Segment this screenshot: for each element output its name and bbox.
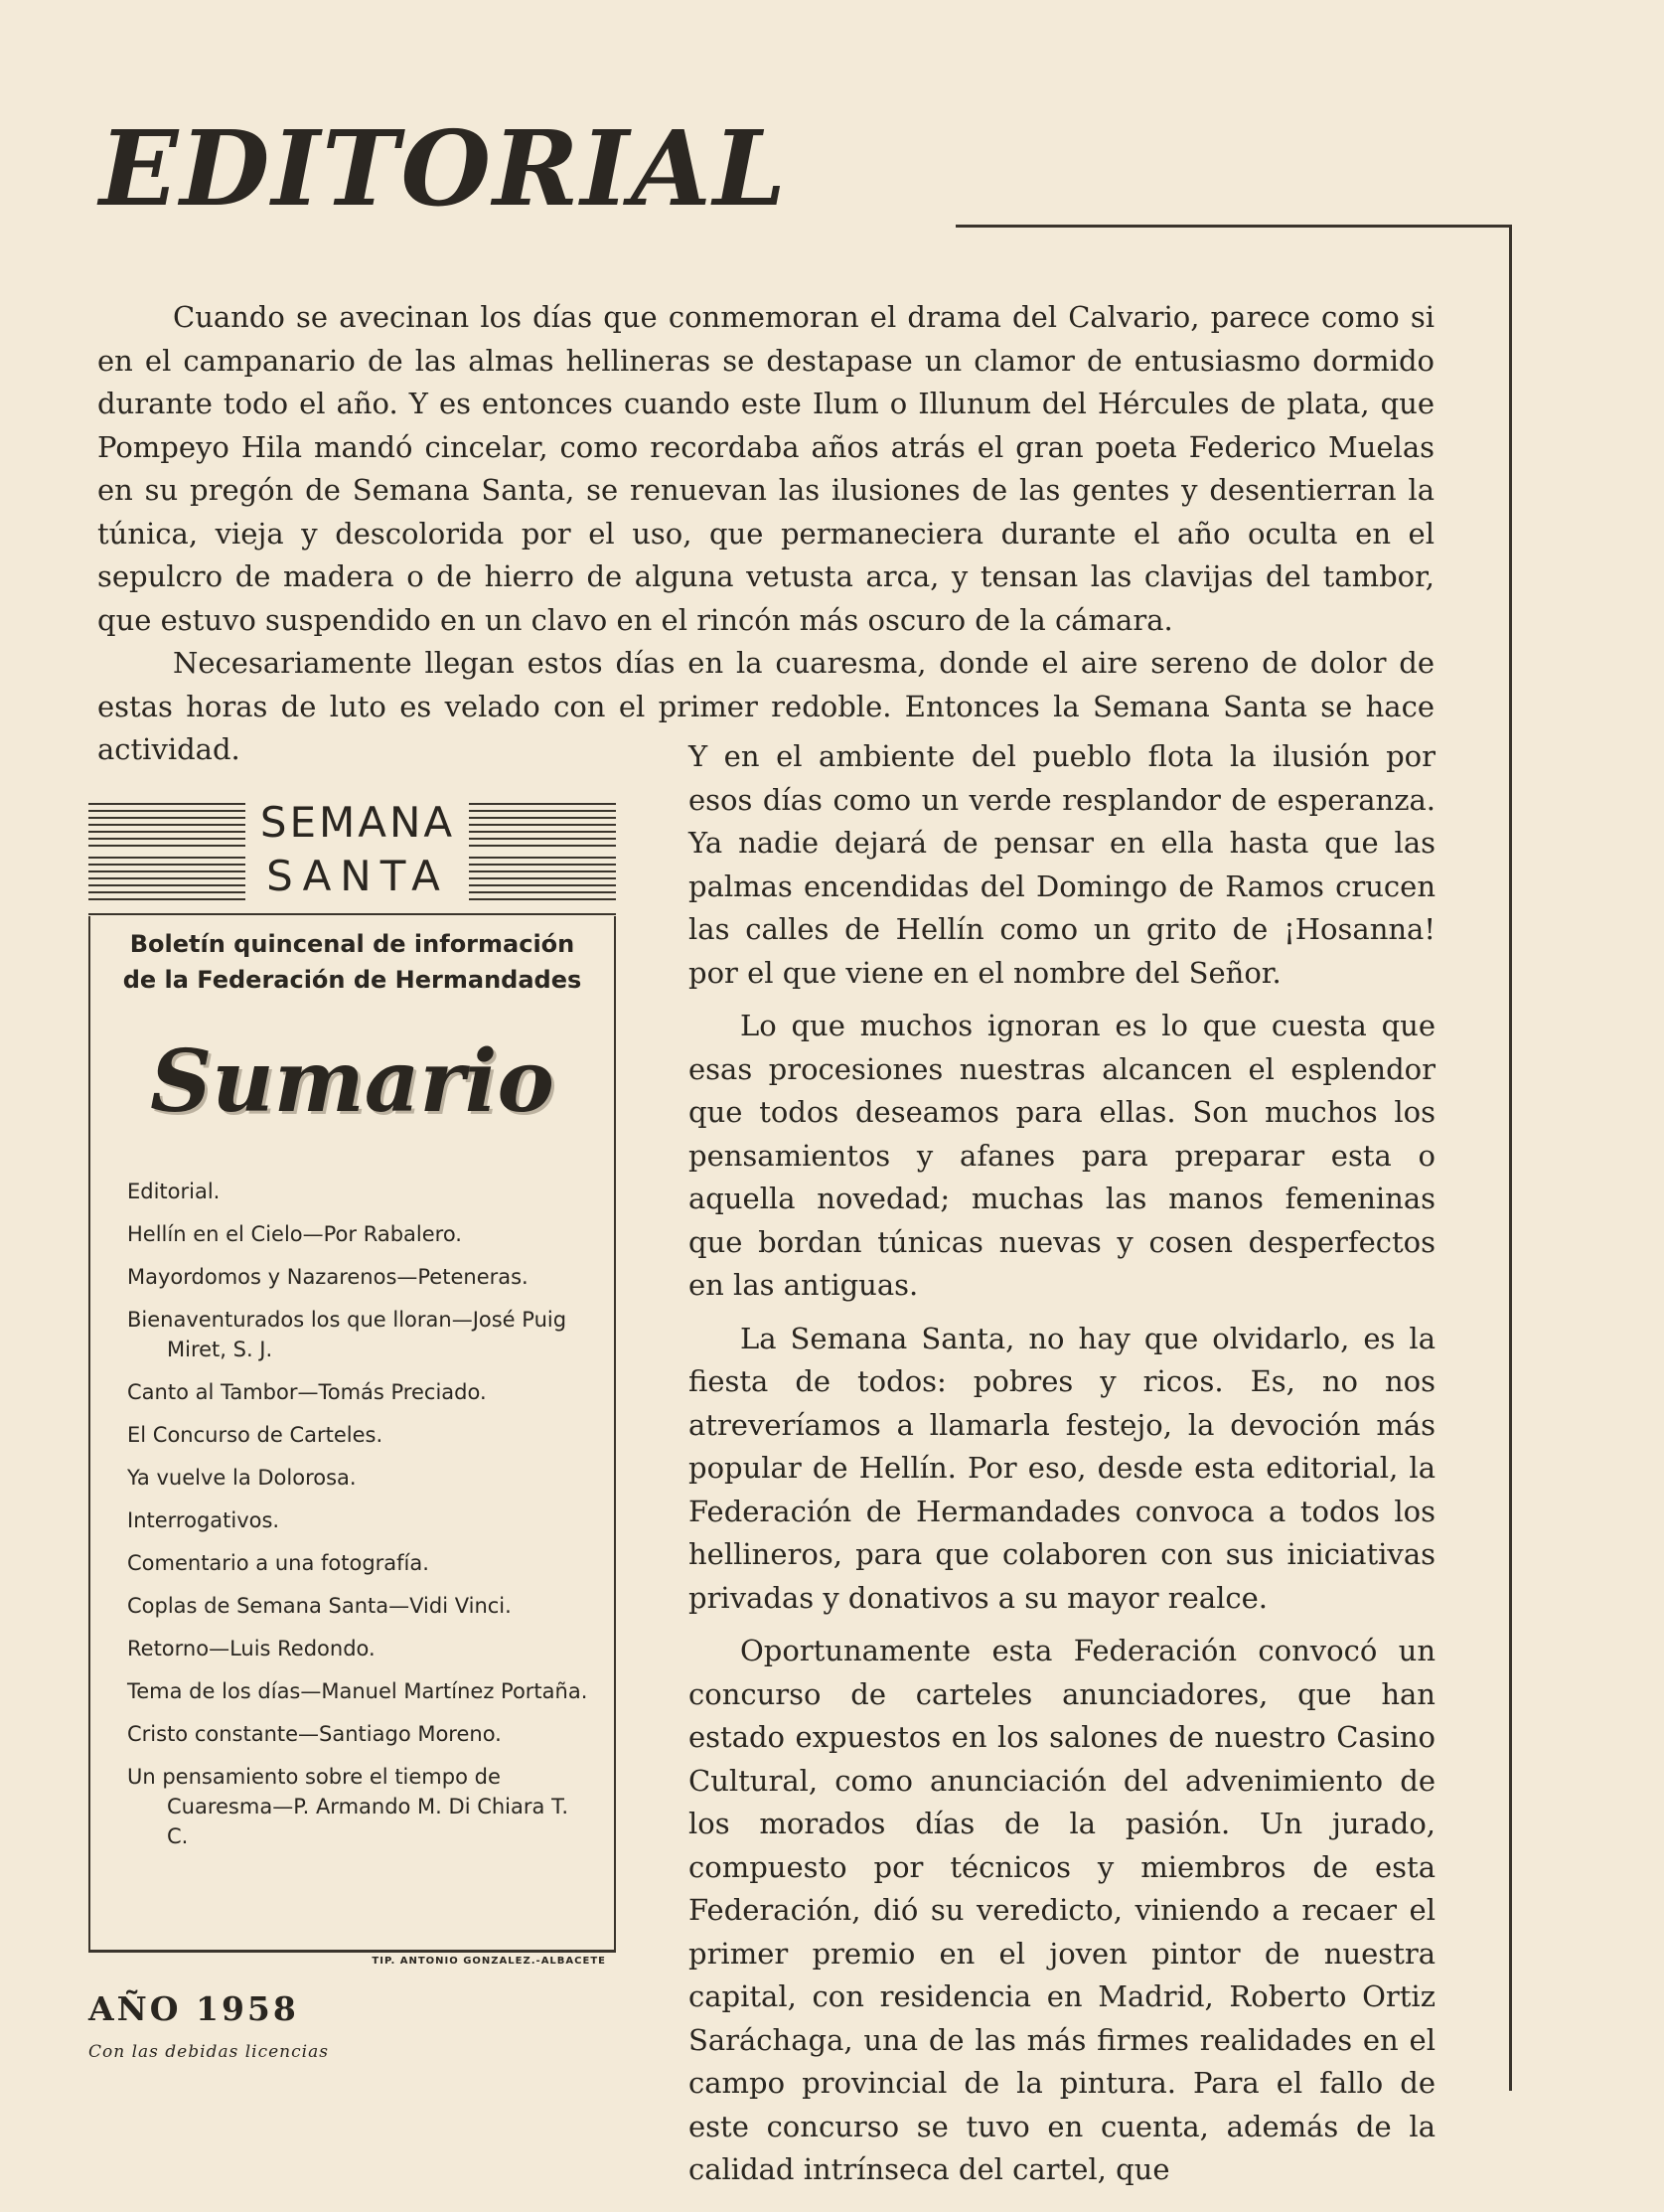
boletin-subtitle bbox=[90, 926, 614, 998]
licence-note: Con las debidas licencias bbox=[88, 2042, 329, 2062]
toc-item: El Concurso de Carteles. bbox=[127, 1423, 383, 1447]
year-label: AÑO 1958 bbox=[88, 1989, 299, 2028]
toc-item: Ya vuelve la Dolorosa. bbox=[127, 1466, 357, 1490]
toc-item: Comentario a una fotografía. bbox=[127, 1551, 429, 1575]
printer-imprint: TIP. ANTONIO GONZALEZ.-ALBACETE bbox=[372, 1956, 606, 1967]
boletin-line: de la Federación de Hermandades bbox=[122, 966, 582, 994]
toc-item: Interrogativos. bbox=[127, 1508, 280, 1532]
boletin-line: Boletín quincenal de información bbox=[129, 930, 575, 958]
toc-item: Tema de los días—Manuel Martínez Portaña. bbox=[127, 1679, 588, 1703]
header-stripes-left-top bbox=[88, 803, 245, 849]
toc-item: Canto al Tambor—Tomás Preciado. bbox=[127, 1380, 487, 1404]
right-margin-rule bbox=[1509, 225, 1512, 2091]
page-title: EDITORIAL bbox=[99, 107, 788, 230]
sidebar-heading-line2: SANTA bbox=[266, 852, 449, 900]
right-column-text bbox=[688, 735, 1436, 2202]
toc-item: Bienaventurados los que lloran—José Puig Miret, S. J. bbox=[127, 1308, 567, 1361]
intro-paragraph: Necesariamente llegan estos días en la cuaresma, donde el aire sereno de dolor de estas horas de luto es velado con el primer redoble. Entonces la Semana Santa se hace actividad. bbox=[97, 646, 1435, 766]
header-stripes-right-bottom bbox=[469, 857, 616, 902]
header-stripes-left-bottom bbox=[88, 857, 245, 902]
toc-item: Cristo constante—Santiago Moreno. bbox=[127, 1722, 502, 1746]
column-paragraph: Oportunamente esta Federación convocó un concurso de carteles anunciadores, que han estado expuestos en los salones de nuestro Casino Cultural, como anunciación del advenimiento de los morados días de la pasión. Un jurado, compuesto por técnicos y miembros de esta Federación, dió su veredicto, viniendo a recaer el primer premio en el joven pintor de nuestra capital, con residencia en Madrid, Roberto Ortiz Saráchaga, una de las más firmes realidades en el campo provincial de la pintura. Para el fallo de este concurso se tuvo en cuenta, además de la calidad intrínseca del cartel, que bbox=[688, 1634, 1436, 2186]
sidebar-heading-line1: SEMANA bbox=[259, 798, 456, 847]
title-rule bbox=[956, 225, 1512, 228]
intro-paragraph: Cuando se avecinan los días que conmemoran el drama del Calvario, parece como si en el campanario de las almas hellineras se destapase un clamor de entusiasmo dormido durante todo el año. Y es entonces cuando este Ilum o Illunum del Hércules de plata, que Pompeyo Hila mandó cincelar, como recordaba años atrás el gran poeta Federico Muelas en su pregón de Semana Santa, se renuevan las ilusiones de las gentes y desentierran la túnica, vieja y descolorida por el uso, que permaneciera durante el año oculta en el sepulcro de madera o de hierro de alguna vetusta arca, y tensan las clavijas del tambor, que estuvo suspendido en un clavo en el rincón más oscuro de la cámara. bbox=[97, 300, 1435, 637]
toc-item: Coplas de Semana Santa—Vidi Vinci. bbox=[127, 1594, 512, 1618]
sumario-title: Sumario bbox=[150, 1031, 554, 1132]
table-of-contents bbox=[127, 1177, 594, 1864]
column-paragraph: Y en el ambiente del pueblo flota la ilusión por esos días como un verde resplandor de esperanza. Ya nadie dejará de pensar en ella hasta que las palmas encendidas del Domingo de Ramos crucen las calles de Hellín como un grito de ¡Hosanna! por el que viene en el nombre del Señor. bbox=[688, 739, 1436, 990]
toc-item: Retorno—Luis Redondo. bbox=[127, 1637, 376, 1660]
toc-item: Un pensamiento sobre el tiempo de Cuaresma—P. Armando M. Di Chiara T. C. bbox=[127, 1765, 569, 1848]
column-paragraph: Lo que muchos ignoran es lo que cuesta que esas procesiones nuestras alcancen el esplendor que todos deseamos para ellas. Son muchos los pensamientos y afanes para preparar esta o aquella novedad; muchas las manos femeninas que bordan túnicas nuevas y cosen desperfectos en las antiguas. bbox=[688, 1009, 1436, 1302]
intro-text bbox=[97, 296, 1435, 772]
sumario-box bbox=[88, 916, 616, 1953]
column-paragraph: La Semana Santa, no hay que olvidarlo, es la fiesta de todos: pobres y ricos. Es, no nos atreveríamos a llamarla festejo, la devoción más popular de Hellín. Por eso, desde esta editorial, la Federación de Hermandades convoca a todos los hellineros, para que colaboren con sus iniciativas privadas y donativos a su mayor realce. bbox=[688, 1321, 1436, 1615]
sidebar-top-rule bbox=[88, 913, 616, 915]
toc-item: Editorial. bbox=[127, 1180, 221, 1203]
toc-item: Hellín en el Cielo—Por Rabalero. bbox=[127, 1222, 462, 1246]
toc-item: Mayordomos y Nazarenos—Peteneras. bbox=[127, 1265, 529, 1289]
header-stripes-right-top bbox=[469, 803, 616, 849]
